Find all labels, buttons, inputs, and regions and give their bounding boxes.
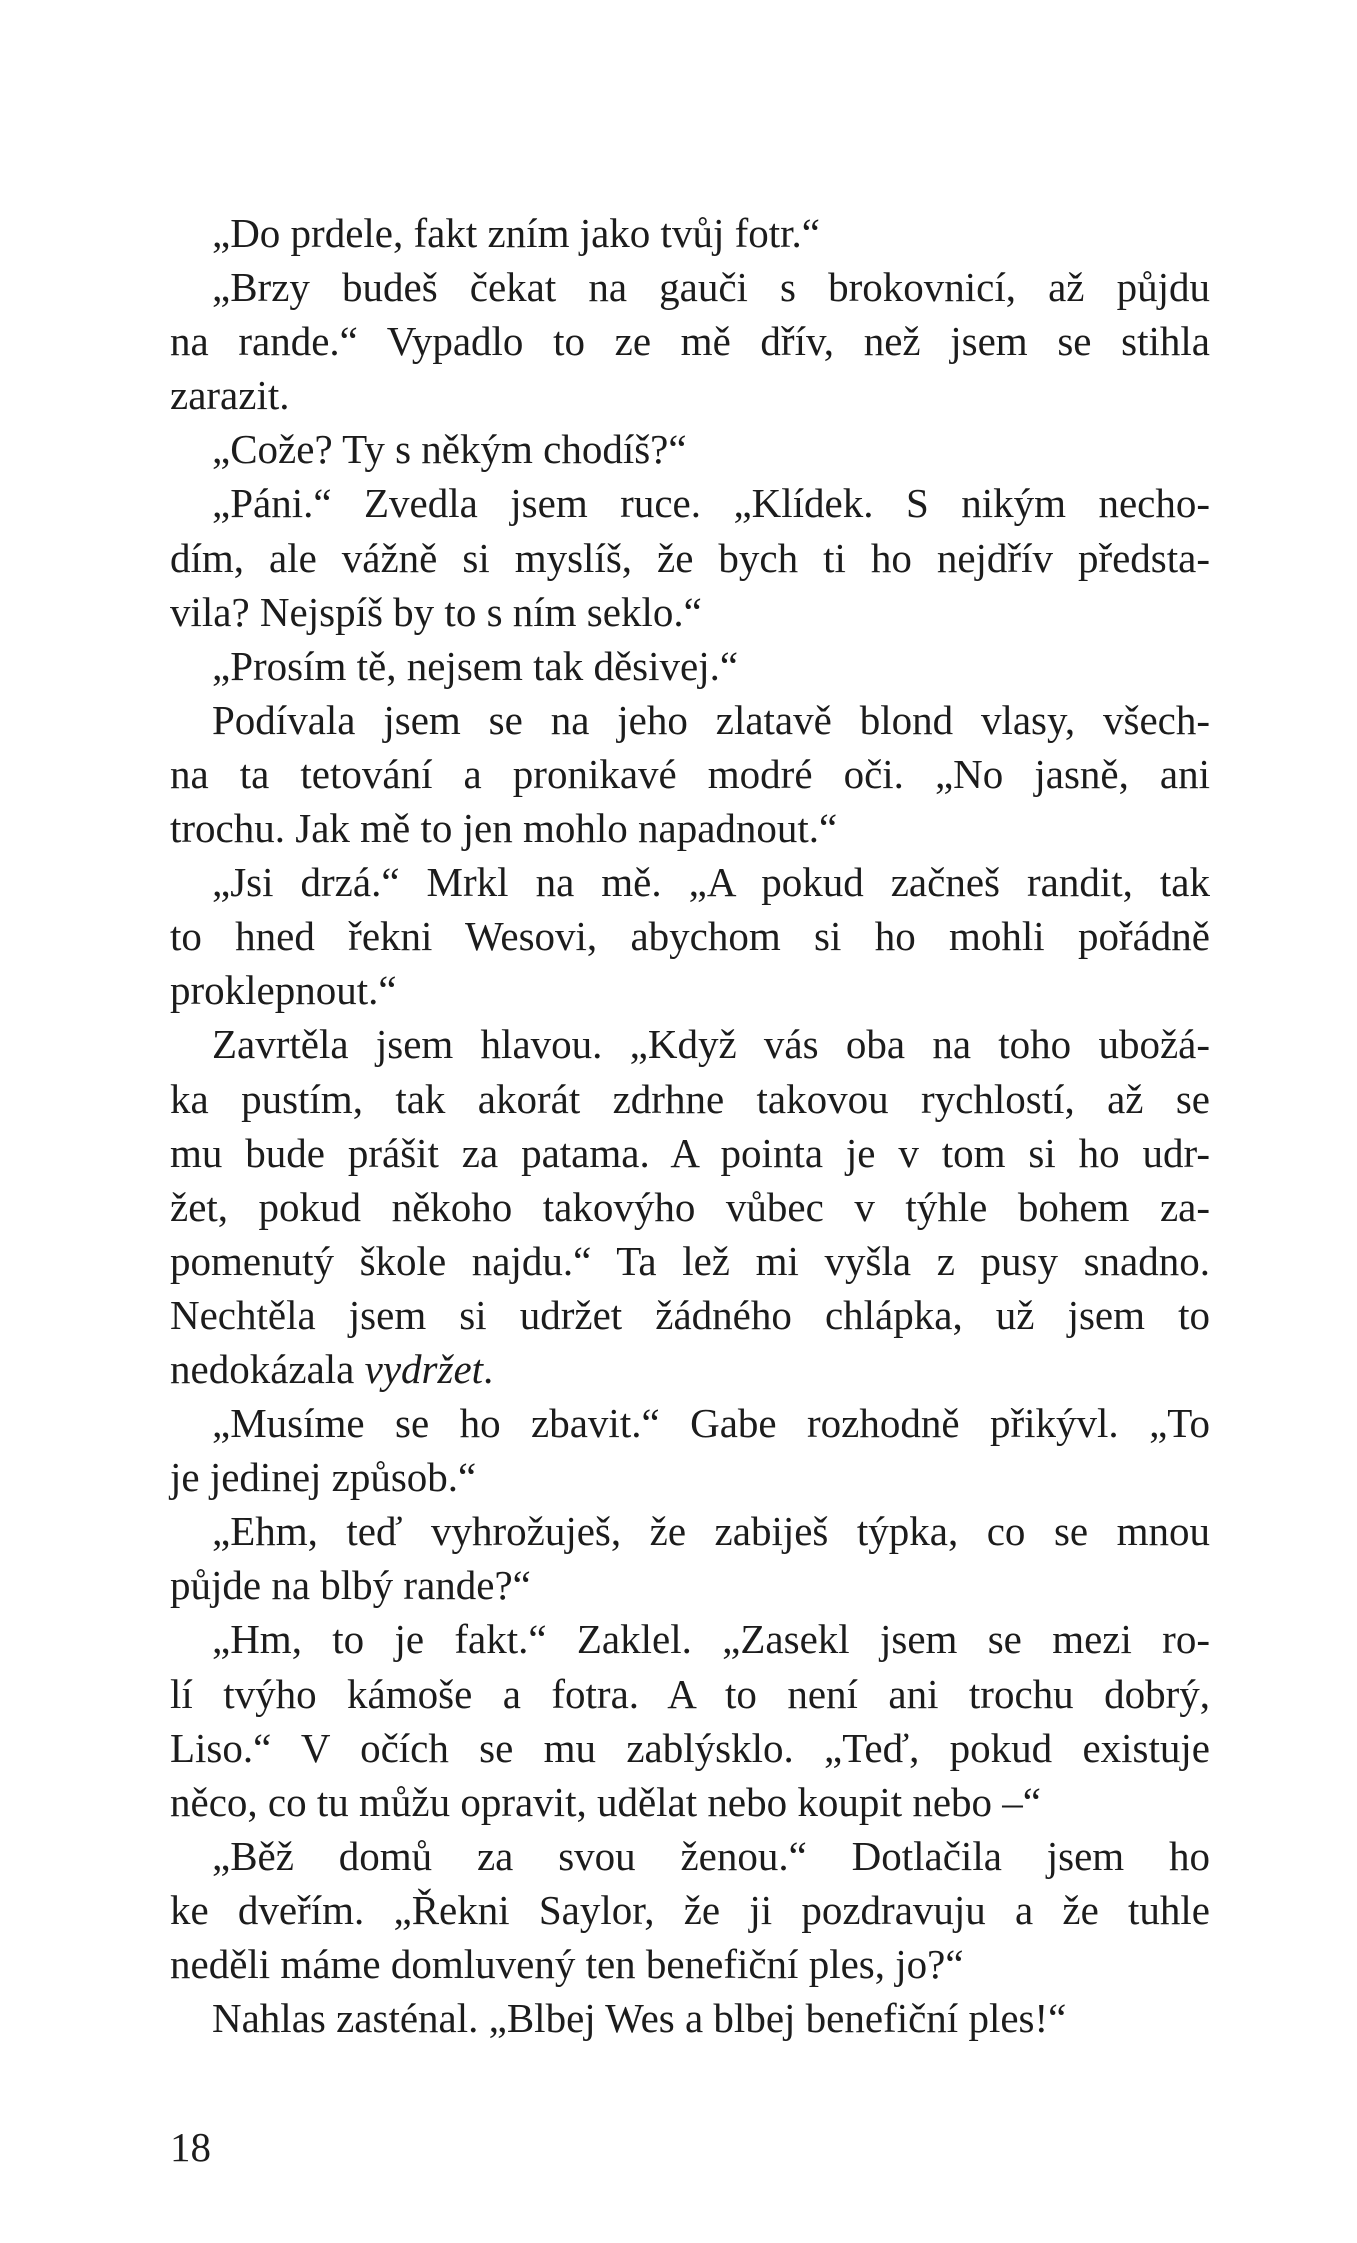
text-segment: nedokázala	[170, 1345, 365, 1392]
text-line: ke dveřím. „Řekni Saylor, že ji pozdravuju a že tuhle	[170, 1886, 1210, 1933]
text-line: lí tvýho kámoše a fotra. A to není ani trochu dobrý,	[170, 1670, 1210, 1717]
text-line: Nahlas zasténal. „Blbej Wes a blbej benefiční ples!“	[212, 1995, 1067, 2042]
text-line: „Prosím tě, nejsem tak děsivej.“	[212, 642, 739, 689]
text-line: „Musíme se ho zbavit.“ Gabe rozhodně přikývl. „To	[212, 1400, 1210, 1447]
text-line: Zavrtěla jsem hlavou. „Když vás oba na toho ubožá-	[212, 1021, 1210, 1068]
text-line: „Běž domů za svou ženou.“ Dotlačila jsem ho	[212, 1832, 1210, 1879]
body-text	[170, 206, 1210, 2045]
text-line-with-italic	[170, 1342, 1210, 1396]
text-line: trochu. Jak mě to jen mohlo napadnout.“	[170, 805, 838, 852]
page-number: 18	[170, 2124, 211, 2170]
text-line: je jedinej způsob.“	[170, 1454, 477, 1501]
text-line: zarazit.	[170, 372, 290, 419]
text-line: „Brzy budeš čekat na gauči s brokovnicí, až půjdu	[212, 264, 1210, 311]
text-line: neděli máme domluvený ten benefiční ples, jo?“	[170, 1941, 964, 1987]
text-line: žet, pokud někoho takovýho vůbec v týhle bohem za-	[170, 1183, 1210, 1230]
text-line: pomenutý škole najdu.“ Ta lež mi vyšla z pusy snadno.	[170, 1237, 1210, 1284]
text-line: na ta tetování a pronikavé modré oči. „No jasně, ani	[170, 750, 1210, 797]
text-line: „Cože? Ty s někým chodíš?“	[212, 426, 687, 473]
text-line: „Jsi drzá.“ Mrkl na mě. „A pokud začneš randit, tak	[212, 859, 1210, 906]
italic-word: vydržet	[364, 1345, 484, 1392]
text-line: ka pustím, tak akorát zdrhne takovou rychlostí, až se	[170, 1075, 1210, 1122]
text-line: „Hm, to je fakt.“ Zaklel. „Zasekl jsem se mezi ro-	[212, 1616, 1210, 1663]
text-line: to hned řekni Wesovi, abychom si ho mohli pořádně	[170, 913, 1210, 960]
text-line: „Ehm, teď vyhrožuješ, že zabiješ týpka, co se mnou	[212, 1508, 1210, 1555]
text-line: na rande.“ Vypadlo to ze mě dřív, než jsem se stihla	[170, 318, 1210, 365]
text-line: Podívala jsem se na jeho zlatavě blond vlasy, všech-	[212, 696, 1210, 743]
text-line: „Do prdele, fakt zním jako tvůj fotr.“	[212, 210, 820, 256]
text-line: Liso.“ V očích se mu zablýsklo. „Teď, pokud existuje	[170, 1724, 1210, 1771]
text-line: dím, ale vážně si myslíš, že bych ti ho nejdřív předsta-	[170, 534, 1210, 581]
text-line: proklepnout.“	[170, 967, 397, 1014]
text-line: „Páni.“ Zvedla jsem ruce. „Klídek. S nikým necho-	[212, 480, 1210, 527]
text-line: mu bude prášit za patama. A pointa je v tom si ho udr-	[170, 1129, 1210, 1176]
text-line: vila? Nejspíš by to s ním seklo.“	[170, 588, 702, 635]
text-line: Nechtěla jsem si udržet žádného chlápka, už jsem to	[170, 1291, 1210, 1338]
text-line: něco, co tu můžu opravit, udělat nebo koupit nebo –“	[170, 1778, 1042, 1825]
text-segment: .	[483, 1345, 494, 1392]
text-line: půjde na blbý rande?“	[170, 1562, 531, 1609]
